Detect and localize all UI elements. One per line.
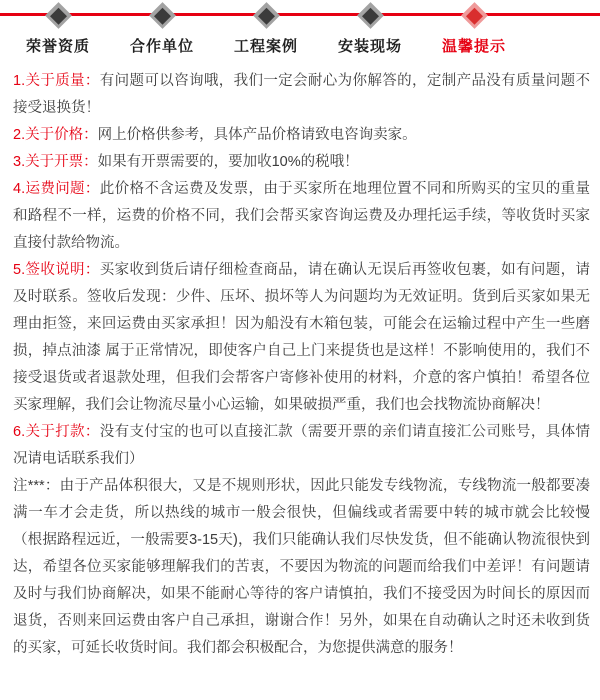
tab-label: 工程案例 xyxy=(233,38,298,55)
notice-label: 4.运费问题： xyxy=(13,181,100,197)
notice-label: 1.关于质量： xyxy=(13,73,100,89)
tab-label: 合作单位 xyxy=(129,38,194,55)
tab-diamond-icon xyxy=(356,1,384,29)
notice-text: 如果有开票需要的，要加收10%的税哦！ xyxy=(97,154,359,170)
notice-label: 6.关于打款： xyxy=(13,424,100,440)
tab-diamond-icon xyxy=(44,1,72,29)
notice-payment xyxy=(13,419,590,473)
notice-text: 由于产品体积很大，又是不规则形状，因此只能发专线物流，专线物流一般都要凑满一车才会走货，所以热线的城市一般会很快，但偏线或者需要中转的城市就会比较慢（根据路程远近，一般需要3-15天)，我们只能确认我们尽快发货，但不能确认物流很快到达，希望各位买家能够理解我们的苦衷，不要因为物流的问题而给我们中差评！有问题请及时与我们协商解决，如果不能耐心等待的客户请慎拍，我们不接受因为时间长的原因而退货，否则来回运费由客户自己承担，谢谢合作！另外，如果在自动确认之时还未收到货的买家，可延长收货时间。我们都会积极配合，为您提供满意的服务！ xyxy=(13,478,590,656)
tab-installation-site[interactable] xyxy=(318,0,422,56)
notice-label: 5.签收说明： xyxy=(13,262,100,278)
notice-price xyxy=(13,122,590,149)
tab-diamond-icon xyxy=(148,1,176,29)
notice-text: 有问题可以咨询哦，我们一定会耐心为你解答的，定制产品没有质量问题不接受退换货！ xyxy=(13,73,591,116)
tab-honor-qualifications[interactable] xyxy=(6,0,110,56)
notice-shipping xyxy=(13,176,590,257)
tab-project-cases[interactable] xyxy=(214,0,318,56)
tab-diamond-icon xyxy=(460,1,488,29)
tab-label: 温馨提示 xyxy=(441,38,506,55)
notice-invoice xyxy=(13,149,590,176)
notice-label: 3.关于开票： xyxy=(13,154,98,170)
notice-text: 没有支付宝的也可以直接汇款（需要开票的亲们请直接汇公司账号，具体情况请电话联系我们） xyxy=(13,424,591,467)
notice-label: 注***： xyxy=(13,478,60,494)
notice-label: 2.关于价格： xyxy=(13,127,98,143)
notice-remark xyxy=(13,473,590,662)
notice-quality xyxy=(13,68,590,122)
tab-diamond-icon xyxy=(252,1,280,29)
tab-bar xyxy=(0,0,600,62)
tab-label: 荣誉资质 xyxy=(25,38,90,55)
notice-receiving xyxy=(13,257,590,419)
notices-section xyxy=(0,62,600,662)
tab-list xyxy=(6,0,542,56)
notice-text: 网上价格供参考，具体产品价格请致电咨询卖家。 xyxy=(97,127,417,143)
tab-warm-tips[interactable] xyxy=(422,0,526,56)
notice-text: 买家收到货后请仔细检查商品，请在确认无误后再签收包裹，如有问题，请及时联系。签收后发现：少件、压坏、损坏等人为问题均为无效证明。货到后买家如果无理由拒签，来回运费由买家承担！因为船没有木箱包装，可能会在运输过程中产生一些磨损，掉点油漆 属于正常情况，即使客户自己上门来提货也是这样！不影响使用的，我们不接受退货或者退款处理，但我们会帮客户寄修补使用的材料，介意的客户慎拍！希望各位买家理解，我们会让物流尽量小心运输，如果破损严重，我们也会找物流协商解决！ xyxy=(13,262,591,413)
tab-label: 安装现场 xyxy=(337,38,402,55)
notice-text: 此价格不含运费及发票，由于买家所在地理位置不同和所购买的宝贝的重量和路程不一样，运费的价格不同，我们会帮买家咨询运费及办理托运手续，等收货时买家直接付款给物流。 xyxy=(13,181,591,251)
tab-partners[interactable] xyxy=(110,0,214,56)
